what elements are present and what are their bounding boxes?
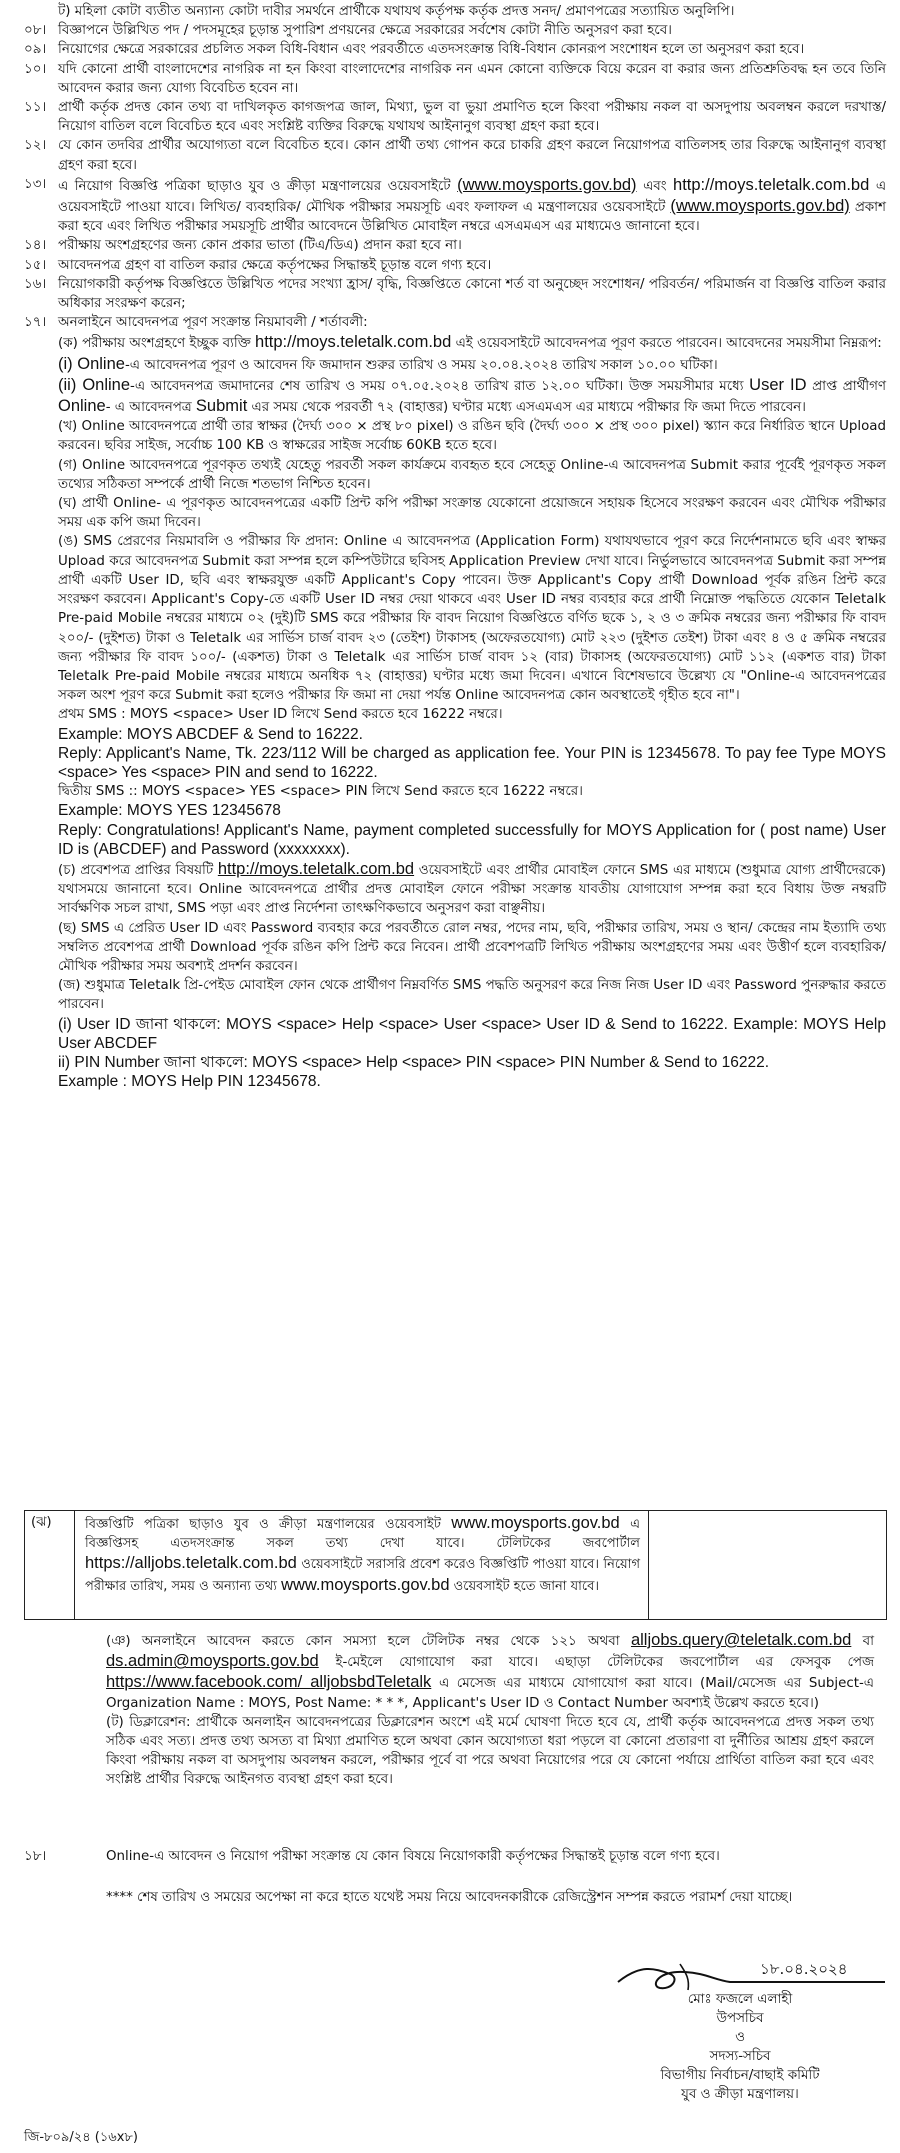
item-number: ০৯। (24, 42, 47, 58)
second-sms: দ্বিতীয় SMS :: MOYS <space> YES <space> PIN লিখে Send করতে হবে 16222 নম্বরে। (58, 784, 583, 800)
signature-date: ১৮.০৪.২০২৪ (760, 1960, 848, 1978)
box-text-2: এ বিজ্ঞপ্তিসহ এতদসংক্রান্ত সকল তথ্য দেখা যাবে। টেলিটকের জবপোর্টাল (85, 1517, 641, 1551)
rule-i-text: -এ আবেদনপত্র পূরণ ও আবেদন ফি জমাদান শুরুর তারিখ ও সময় ২০.০৪.২০২৪ তারিখ সকাল ১০.০০ ঘটিকা। (124, 357, 718, 373)
rule-i-start-date (0, 354, 900, 375)
facebook-link[interactable]: https://www.facebook.com/ alljobsbdTeletalk (106, 1673, 432, 1692)
signatory-designation: উপসচিব (716, 2011, 764, 2026)
rule-kha-photo: (খ) Online আবেদনপত্রে প্রার্থী তার স্বাক্ষর (দৈর্ঘ্য ৩০০ × প্রস্থ ৮০ pixel) ও রঙিন ছবি (দৈর্ঘ্য ৩০০ × প্রস্থ ৩০০ pixel) স্ক্যান করে নির্ধারিত স্থানে Upload করবেন। ছবির সাইজ, সর্বোচ্চ 100 KB ও স্বাক্ষরের সাইজ সর্বোচ্চ 60KB হতে হবে। (58, 419, 886, 454)
submit-term: Submit (195, 397, 248, 416)
item-number: ১০। (24, 61, 47, 77)
teletalk-link[interactable]: http://moys.teletalk.com.bd (255, 333, 452, 352)
item-text: Online-এ আবেদন ও নিয়োগ পরীক্ষা সংক্রান্ত যে কোন বিষয়ে নিয়োগকারী কর্তৃপক্ষের সিদ্ধান্তই চূড়ান্ত বলে গণ্য হবে। (106, 1849, 720, 1864)
items-block (0, 2, 900, 1091)
teletalk-link[interactable]: http://moys.teletalk.com.bd (673, 175, 870, 194)
signatory-role: সদস্য-সচিব (709, 2049, 771, 2064)
rule-ja-recovery: (জ) শুধুমাত্র Teletalk প্রি-পেইড মোবাইল ফোন থেকে প্রার্থীগণ নিম্নবর্ণিত SMS পদ্ধতি অনুসরণ করে নিজ নিজ User ID এবং Password পুনরুদ্ধার করতে পারবেন। (58, 978, 886, 1013)
rule-ka (0, 332, 900, 353)
rule-nya-text-3: ই-মেইলে যোগাযোগ করা যাবে। এছাড়া টেলিটকের জবপোর্টাল এর ফেসবুক পেজ (335, 1655, 874, 1671)
rule-chha-download: (ছ) SMS এ প্রেরিত User ID এবং Password ব্যবহার করে পরবর্তীতে রোল নম্বর, পদের নাম, ছবি, পরীক্ষার তারিখ, সময় ও স্থান/ কেন্দ্রের নাম ইত্যাদি তথ্য সম্বলিত প্রবেশপত্র প্রার্থী Download পূর্বক রঙিন কপি প্রিন্ট করে নিবেন। প্রার্থী প্রবেশপত্রটি লিখিত পরীক্ষায় অংশগ্রহণের সময় এবং উত্তীর্ণ হলে ব্যবহারিক/ মৌখিক পরীক্ষার সময় অবশ্যই প্রদর্শন করবেন। (58, 920, 886, 974)
first-sms: প্রথম SMS : MOYS <space> User ID লিখে Send করতে হবে 16222 নম্বরে। (58, 707, 503, 723)
box-body (75, 1511, 648, 1619)
item-text: অনলাইনে আবেদনপত্র পূরণ সংক্রান্ত নিয়মাবলী / শর্তাবলী: (58, 315, 368, 331)
item-number: ০৮। (24, 23, 47, 39)
item-12 (0, 136, 900, 174)
moysports-link-2[interactable]: www.moysports.gov.bd (281, 1575, 450, 1594)
item-10 (0, 60, 900, 98)
rule-cha-admit-card (0, 859, 900, 919)
item-number: ১১। (24, 100, 47, 116)
item-text: নিয়োগের ক্ষেত্রে সরকারের প্রচলিত সকল বিধি-বিধান এবং পরবর্তীতে এতদসংক্রান্ত বিধি-বিধান কোনরূপ সংশোধন হলে তা অনুসরণ করা হবে। (58, 42, 805, 58)
item-text (58, 175, 900, 237)
rule-ga-accuracy: (গ) Online আবেদনপত্রে পূরণকৃত তথ্যই যেহেতু পরবর্তী সকল কার্যক্রমে ব্যবহৃত হবে সেহেতু Online-এ আবেদনপত্র Submit করার পূর্বেই পূরণকৃত সকল তথ্যের সঠিকতা সম্পর্কে প্রার্থী নিজে শতভাগ নিশ্চিত হবেন। (58, 457, 886, 492)
after-box-block (48, 1630, 888, 1790)
first-sms-reply: Reply: Applicant's Name, Tk. 223/112 Will be charged as application fee. Your PIN is 12345678. To pay fee Type MOYS <space> Yes <space> PIN and send to 16222. (58, 744, 886, 781)
item-11 (0, 98, 900, 136)
item-13-text-1: এ নিয়োগ বিজ্ঞপ্তি পত্রিকা ছাড়াও যুব ও ক্রীড়া মন্ত্রণালয়ের ওয়েবসাইটে (58, 178, 451, 194)
rule-cha-text: (চ) প্রবেশপত্র প্রাপ্তির বিষয়টি (58, 862, 214, 878)
user-id-term: User ID (749, 375, 807, 394)
item-18 (0, 1847, 900, 1866)
item-14 (0, 236, 900, 255)
moysports-link[interactable]: www.moysports.gov.bd (451, 1514, 620, 1532)
rule-ii-end-date (0, 375, 900, 417)
item-text: যে কোন তদবির প্রার্থীর অযোগ্যতা বলে বিবেচিত হবে। কোন প্রার্থী তথ্য গোপন করে চাকরি গ্রহণ করলে নিয়োগপত্র বাতিলসহ তার বিরুদ্ধে আইনানুগ ব্যবস্থা গ্রহণ করা হবে। (58, 138, 886, 173)
rule-ka-text-2: এই ওয়েবসাইটে আবেদনপত্র পূরণ করতে পারবেন। আবেদনের সময়সীমা নিম্নরূপ: (455, 336, 882, 352)
recovery-user-id: (i) User ID জানা থাকলে: MOYS <space> Help <space> User <space> User ID & Send to 16222. Example: MOYS Help User ABCDEF (58, 1015, 886, 1052)
item-text: বিজ্ঞাপনে উল্লিখিত পদ / পদসমূহের চূড়ান্ত সুপারিশ প্রণয়নের ক্ষেত্রে সরকারের সর্বশেষ কোটা নীতি অনুসরণ করা হবে। (58, 23, 672, 39)
item-text: নিয়োগকারী কর্তৃপক্ষ বিজ্ঞপ্তিতে উল্লিখিত পদের সংখ্যা হ্রাস/ বৃদ্ধি, বিজ্ঞপ্তিতে কোনো শর্ত বা অনুচ্ছেদ সংশোধন/ পরিবর্তন/ পরিমার্জন বা বিজ্ঞপ্তি বাতিল করার অধিকার সংরক্ষণ করেন; (58, 276, 886, 312)
footer-code: জি-৮০৯/২৪ (১৬x৮) (24, 2130, 138, 2145)
item-number: ১২। (24, 138, 47, 154)
box-text-3: ওয়েবসাইটে সরাসরি প্রবেশ করেও বিজ্ঞপ্তিটি পাওয়া যাবে। নিয়োগ পরীক্ষার তারিখ, সময় ও অন্যান্য তথ্য (85, 1557, 640, 1594)
item-09 (0, 40, 900, 59)
moysports-link[interactable]: (www.moysports.gov.bd) (457, 175, 637, 194)
item-text: যদি কোনো প্রার্থী বাংলাদেশের নাগরিক না হন কিংবা বাংলাদেশের নাগরিক নন এমন কোনো ব্যক্তিকে বিয়ে করেন বা করার জন্য প্রতিশ্রুতিবদ্ধ হন তবে তিনি আবেদন করার জন্য যোগ্য বিবেচিত হবেন না। (58, 61, 886, 96)
second-sms-reply: Reply: Congratulations! Applicant's Name, payment completed successfully for MOYS Application for ( post name) User ID is (ABCDEF) and Password (xxxxxxxx). (58, 821, 886, 858)
item-17 (0, 313, 900, 332)
recovery-pin: ii) PIN Number জানা থাকলে: MOYS <space> Help <space> PIN <space> PIN Number & Send to 16222. (58, 1053, 770, 1071)
online-term: Online (58, 397, 106, 416)
signatory-ministry: যুব ও ক্রীড়া মন্ত্রণালয়। (681, 2087, 799, 2102)
alljobs-link[interactable]: https://alljobs.teletalk.com.bd (85, 1554, 297, 1572)
rule-nya-text: (ঞ) অনলাইনে আবেদন করতে কোন সমস্যা হলে টেলিটক নম্বর থেকে ১২১ অথবা (106, 1634, 620, 1649)
item-number: ১৪। (24, 238, 47, 254)
rule-cha-text-2: ওয়েবসাইটে এবং প্রার্থীর মোবাইল ফোনে SMS এর মাধ্যমে (শুধুমাত্র যোগ্য প্রার্থীদেরকে) যথাসময়ে জানানো হবে। Online আবেদনপত্রে প্রার্থীর প্রদত্ত মোবাইল ফোনে পরীক্ষা সংক্রান্ত যাবতীয় যোগাযোগ সম্পন্ন করা হবে বিধায় উক্ত নম্বরটি সার্বক্ষণিক সচল রাখা, SMS পড়া এবং প্রাপ্ত নির্দেশনা তাৎক্ষণিকভাবে অনুসরণ করা বাঞ্ছনীয়। (58, 862, 886, 917)
rule-ii-text-3: - এ আবেদনপত্র (105, 400, 192, 416)
rule-ii-text: -এ আবেদনপত্র জমাদানের শেষ তারিখ ও সময় ০৭.০৫.২০২৪ তারিখ রাত ১২.০০ ঘটিকা। উক্ত সময়সীমার মধ্যে (130, 378, 744, 394)
first-sms-example: Example: MOYS ABCDEF & Send to 16222. (58, 725, 363, 743)
item-number: ১৫। (24, 257, 47, 273)
rule-ii-text-4: এর সময় থেকে পরবর্তী ৭২ (বাহাত্তর) ঘণ্টার মধ্যে এসএমএস এর মাধ্যমে পরীক্ষার ফি জমা দিতে পারবেন। (251, 400, 806, 416)
rule-ii-text-2: প্রাপ্ত প্রার্থীগণ (812, 378, 886, 394)
website-info-box (24, 1510, 887, 1620)
signatory-and: ও (735, 2030, 745, 2045)
item-number: ১৭। (24, 315, 47, 331)
moysports-link-2[interactable]: (www.moysports.gov.bd) (670, 197, 850, 216)
item-08 (0, 21, 900, 40)
signatory-name: মোঃ ফজলে এলাহী (687, 1992, 793, 2007)
admin-email-link[interactable]: ds.admin@moysports.gov.bd (106, 1652, 319, 1671)
rule-nya-text-4: এ মেসেজ এর মাধ্যমে যোগাযোগ করা যাবে। (Mail/মেসেজ এর Subject-এ Organization Name : MOYS, Post Name: * * *, Applicant's User ID ও Contact Number অবশ্যই উল্লেখ করতে হবে।) (106, 1676, 874, 1711)
item-text: আবেদনপত্র গ্রহণ বা বাতিল করার ক্ষেত্রে কর্তৃপক্ষের সিদ্ধান্তই চূড়ান্ত বলে গণ্য হবে। (58, 257, 492, 273)
rule-uma-sms-fee: (ঙ) SMS প্রেরণের নিয়মাবলি ও পরীক্ষার ফি প্রদান: Online এ আবেদনপত্র (Application Form) যথাযথভাবে পূরণ করে নির্দেশনামতে ছবি এবং স্বাক্ষর Upload করে আবেদনপত্র Submit করা সম্পন্ন হলে কম্পিউটারে ছবিসহ Application Preview দেখা যাবে। নির্ভুলভাবে আবেদনপত্র Submit করা সম্পন্ন প্রার্থী একটি User ID, ছবি এবং স্বাক্ষরযুক্ত একটি Applicant's Copy পাবেন। উক্ত Applicant's Copy প্রার্থী Download পূর্বক রঙিন প্রিন্ট করে সংরক্ষণ করবেন। Applicant's Copy-তে একটি User ID নম্বর দেয়া থাকবে এবং User ID নম্বর ব্যবহার করে প্রার্থী নিম্নোক্ত পদ্ধতিতে যেকোন Teletalk Pre-paid Mobile নম্বরের মাধ্যমে ০২ (দুই)টি SMS করে পরীক্ষার ফি বাবদ নিয়োগ বিজ্ঞপ্তিতে বর্ণিত ছকে ১, ২ ও ৩ ক্রমিক নম্বরের জন্য পরীক্ষার ফি বাবদ ২০০/- (দুইশত) টাকা ও Teletalk এর সার্ভিস চার্জ বাবদ ২৩ (তেইশ) টাকাসহ (অফেরতযোগ্য) মোট ২২৩ (দুইশত তেইশ) টাকা এবং ৪ ও ৫ ক্রমিক নম্বরের জন্য পরীক্ষার ফি বাবদ ১০০/- (একশত) টাকা ও Teletalk এর সার্ভিস চার্জ বাবদ ১২ (বার) টাকাসহ (অফেরতযোগ্য) মোট ১১২ (একশত বার) টাকা Teletalk Pre-paid Mobile নম্বরের মাধ্যমে অনধিক ৭২ (বাহাত্তর) ঘণ্টার মধ্যে জমা দিবেন। এখানে বিশেষভাবে উল্লেখ্য যে "Online-এ আবেদনপত্রের সকল অংশ পূরণ করে Submit করা হলেও পরীক্ষার ফি জমা না দেয়া পর্যন্ত Online আবেদনপত্র কোন অবস্থাতেই গৃহীত হবে না"। (58, 534, 887, 704)
alljobs-email-link[interactable]: alljobs.query@teletalk.com.bd (630, 1631, 852, 1649)
rule-nya-contact (48, 1630, 888, 1713)
item-number: ১৮। (24, 1849, 47, 1864)
item-text: পরীক্ষায় অংশগ্রহণের জন্য কোন প্রকার ভাতা (টিএ/ডিএ) প্রদান করা হবে না। (58, 238, 462, 254)
item-16 (0, 275, 900, 313)
item-number: ১৬। (24, 276, 47, 292)
teletalk-link[interactable]: http://moys.teletalk.com.bd (217, 859, 415, 878)
signatory-committee: বিভাগীয় নির্বাচন/বাছাই কমিটি (660, 2068, 820, 2083)
item-13 (0, 175, 900, 237)
quota-certificate-note: ট) মহিলা কোটা ব্যতীত অন্যান্য কোটা দাবীর সমর্থনে প্রার্থীকে যথাযথ কর্তৃপক্ষ কর্তৃক প্রদত্ত সনদ/ প্রমাণপত্রের সত্যায়িত অনুলিপি। (58, 4, 735, 19)
box-empty-cell (648, 1511, 886, 1619)
signatory-block (600, 1990, 880, 2104)
item-13-text-4: প্রকাশ করা হবে এবং লিখিত পরীক্ষার সময়সূচি প্রার্থীর আবেদনে উল্লিখিত মোবাইল নম্বরে এসএমএস এর মাধ্যমেও জানানো হবে। (58, 200, 886, 235)
rule-gha-print: (ঘ) প্রার্থী Online- এ পূরণকৃত আবেদনপত্রের একটি প্রিন্ট কপি পরীক্ষা সংক্রান্ত যেকোনো প্রয়োজনে সহায়ক হিসেবে সংরক্ষণ করবেন এবং মৌখিক পরীক্ষার সময় এক কপি জমা দিবেন। (58, 496, 886, 531)
item-13-text-3: এ ওয়েবসাইটে পাওয়া যাবে। লিখিত/ ব্যবহারিক/ মৌখিক পরীক্ষার সময়সূচি এবং ফলাফল এ মন্ত্রণালয়ের ওয়েবসাইটে (58, 178, 887, 216)
rule-ii-label: (ii) Online (58, 375, 131, 394)
second-sms-example: Example: MOYS YES 12345678 (58, 802, 281, 820)
box-text-4: ওয়েবসাইট হতে জানা যাবে। (453, 1578, 600, 1594)
item-number: ১৩। (24, 176, 47, 192)
recovery-example: Example : MOYS Help PIN 12345678. (58, 1073, 321, 1091)
registration-note: **** শেষ তারিখ ও সময়ের অপেক্ষা না করে হাতে যথেষ্ট সময় নিয়ে আবেদনকারীকে রেজিস্ট্রেশন সম্পন্ন করতে পরামর্শ দেয়া যাচ্ছে। (106, 1890, 793, 1905)
rule-ta-declaration: (ট) ডিক্লারেশন: প্রার্থীকে অনলাইন আবেদনপত্রের ডিক্লারেশন অংশে এই মর্মে ঘোষণা দিতে হবে যে, প্রার্থী কর্তৃক আবেদনপত্রে প্রদত্ত সকল তথ্য সঠিক এবং সত্য। প্রদত্ত তথ্য অসত্য বা মিথ্যা প্রমাণিত হলে অথবা কোন অযোগ্যতা ধরা পড়লে বা কোনো প্রতারণা বা দুর্নীতির আশ্রয় গ্রহণ করলে কিংবা পরীক্ষায় নকল বা অসদুপায় অবলম্বন করলে, পরীক্ষার পূর্বে বা পরে অথবা নিয়োগের পরে যে কোনো পর্যায়ে প্রার্থিতা বাতিল করা হবে এবং সংশ্লিষ্ট প্রার্থীর বিরুদ্ধে আইনগত ব্যবস্থা গ্রহণ করা হবে। (106, 1714, 874, 1788)
item-13-text-2: এবং (643, 178, 667, 194)
box-key: (ঝ) (25, 1511, 75, 1619)
box-text-1: বিজ্ঞপ্তিটি পত্রিকা ছাড়াও যুব ও ক্রীড়া মন্ত্রণালয়ের ওয়েবসাইট (85, 1517, 441, 1532)
rule-nya-text-2: বা (862, 1634, 875, 1649)
item-text: প্রার্থী কর্তৃক প্রদত্ত কোন তথ্য বা দাখিলকৃত কাগজপত্র জাল, মিথ্যা, ভুল বা ভুয়া প্রমাণিত হলে কিংবা পরীক্ষায় নকল বা অসদুপায় অবলম্বন করলে দরখাস্ত/ নিয়োগ বাতিল বলে বিবেচিত হবে এবং সংশ্লিষ্ট ব্যক্তির বিরুদ্ধে যথাযথ আইনানুগ ব্যবস্থা গ্রহণ করা হবে। (58, 100, 886, 135)
rule-i-label: (i) Online (58, 354, 125, 373)
rule-ka-text: (ক) পরীক্ষায় অংশগ্রহণে ইচ্ছুক ব্যক্তি (58, 336, 251, 352)
item-15 (0, 256, 900, 275)
